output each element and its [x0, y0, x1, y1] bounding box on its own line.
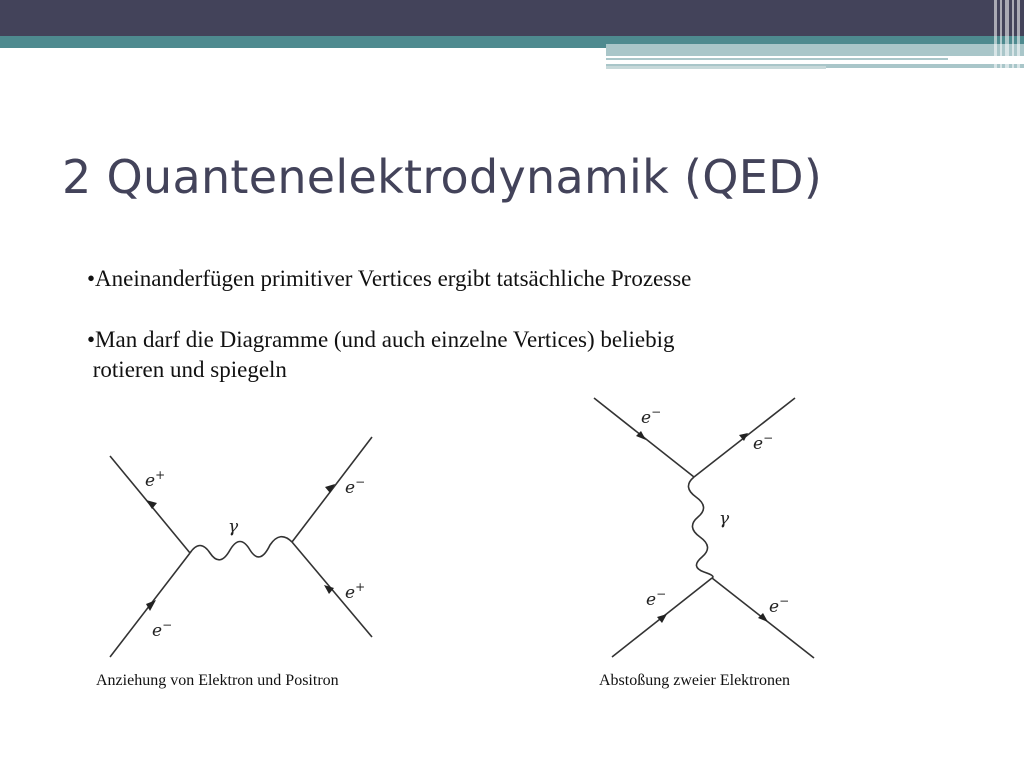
particle-label: e+	[145, 468, 166, 491]
arrow-icon	[657, 614, 667, 623]
photon-label: γ	[719, 509, 730, 529]
particle-label: e−	[641, 405, 662, 428]
particle-label: e−	[152, 618, 173, 641]
diagram-caption-right: Abstoßung zweier Elektronen	[599, 672, 791, 689]
fermion-line	[292, 437, 372, 542]
diagram-caption-left: Anziehung von Elektron und Positron	[96, 672, 339, 689]
particle-label: e+	[345, 580, 366, 603]
photon-label: γ	[228, 517, 239, 537]
arrow-icon	[146, 500, 157, 509]
diagram-right	[594, 398, 814, 658]
particle-label: e−	[753, 431, 774, 454]
particle-label: e−	[345, 475, 366, 498]
photon-line	[688, 477, 713, 578]
particle-label: e−	[769, 594, 790, 617]
bullet-text-continuation: rotieren und spiegeln	[87, 357, 287, 382]
slide-title: 2 Quantenelektrodynamik (QED)	[62, 150, 823, 204]
particle-label: e−	[646, 587, 667, 610]
diagram-left	[110, 437, 372, 657]
bullet-text: •Aneinanderfügen primitiver Vertices ergibt tatsächliche Prozesse	[87, 266, 692, 291]
bullet-text: •Man darf die Diagramme (und auch einzelne Vertices) beliebig	[87, 327, 675, 352]
photon-line	[190, 537, 292, 560]
